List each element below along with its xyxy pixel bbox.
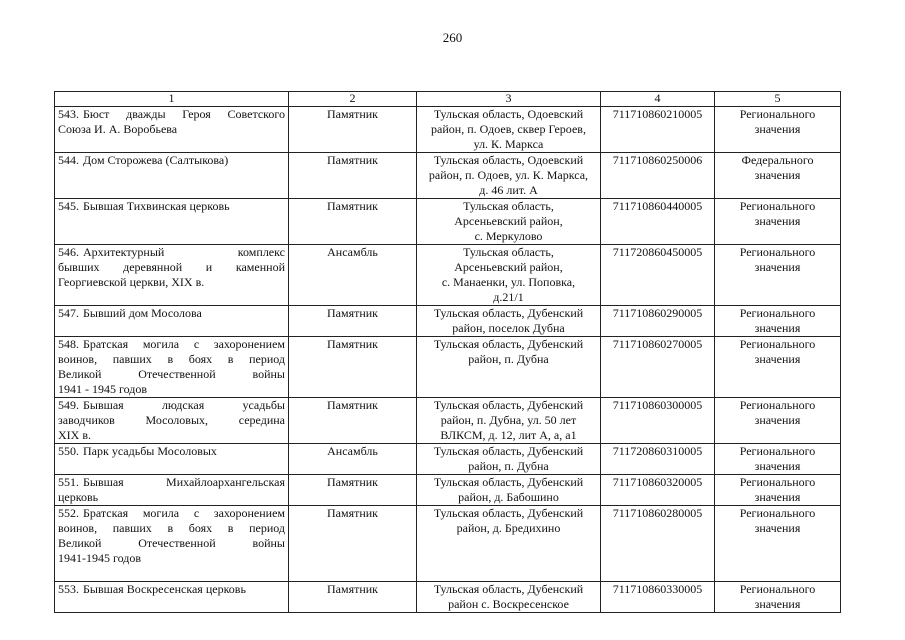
row-number: 544. bbox=[58, 153, 79, 167]
significance-line: Регионального bbox=[739, 107, 816, 121]
table-row bbox=[55, 306, 841, 337]
address-line: район, п. Дубна bbox=[468, 459, 549, 473]
significance-cell bbox=[715, 199, 841, 245]
significance-line: значения bbox=[754, 352, 801, 366]
object-name-line: бывших деревянной и каменной bbox=[58, 260, 285, 274]
object-name-text: Архитектурный комплекс bbox=[83, 245, 285, 259]
registry-code-cell: 711720860310005 bbox=[601, 444, 715, 475]
address-line: Арсеньевский район, bbox=[454, 260, 563, 274]
object-name-first-line bbox=[58, 506, 285, 521]
object-name-text: Дом Сторожева (Салтыкова) bbox=[83, 153, 229, 167]
significance-line: Регионального bbox=[739, 444, 816, 458]
significance-cell bbox=[715, 475, 841, 506]
column-header: 2 bbox=[289, 92, 417, 107]
table-row bbox=[55, 107, 841, 153]
object-name-text: Братская могила с захоронением bbox=[83, 337, 285, 351]
table-row bbox=[55, 475, 841, 506]
address-cell bbox=[417, 107, 601, 153]
significance-cell bbox=[715, 107, 841, 153]
registry-code-cell: 711710860320005 bbox=[601, 475, 715, 506]
object-name-cell bbox=[55, 475, 289, 506]
table-body bbox=[55, 107, 841, 613]
significance-line: Регионального bbox=[739, 506, 816, 520]
object-name-text: Бывший дом Мосолова bbox=[83, 306, 202, 320]
significance-line: значения bbox=[754, 214, 801, 228]
object-type-cell: Памятник bbox=[289, 306, 417, 337]
object-name-line: воинов, павших в боях в период bbox=[58, 352, 285, 366]
object-name-text: Бывшая Тихвинская церковь bbox=[83, 199, 230, 213]
address-cell bbox=[417, 582, 601, 613]
address-line: район, поселок Дубна bbox=[452, 321, 565, 335]
row-number: 548. bbox=[58, 337, 79, 351]
address-line: район, п. Дубна bbox=[468, 352, 549, 366]
object-type-cell: Памятник bbox=[289, 107, 417, 153]
row-number: 543. bbox=[58, 107, 79, 121]
address-cell bbox=[417, 444, 601, 475]
registry-code-cell: 711710860330005 bbox=[601, 582, 715, 613]
address-line: Тульская область, Дубенский bbox=[433, 398, 584, 412]
object-name-cell bbox=[55, 506, 289, 582]
address-line: район с. Воскресенское bbox=[448, 597, 569, 611]
registry-code-cell: 711710860250006 bbox=[601, 153, 715, 199]
object-name-cell bbox=[55, 306, 289, 337]
significance-line: значения bbox=[754, 490, 801, 504]
significance-cell bbox=[715, 245, 841, 306]
significance-line: значения bbox=[754, 597, 801, 611]
object-name-cell bbox=[55, 245, 289, 306]
header-row bbox=[55, 92, 841, 107]
object-name-line: Союза И. А. Воробьева bbox=[58, 122, 178, 136]
address-line: Тульская область, Дубенский bbox=[433, 475, 584, 489]
significance-line: Регионального bbox=[739, 245, 816, 259]
address-line: Арсеньевский район, bbox=[454, 214, 563, 228]
object-name-cell bbox=[55, 199, 289, 245]
object-name-text: Братская могила с захоронением bbox=[83, 506, 285, 520]
address-cell bbox=[417, 245, 601, 306]
row-number: 547. bbox=[58, 306, 79, 320]
object-name-first-line bbox=[58, 306, 285, 321]
address-cell bbox=[417, 398, 601, 444]
object-name-text: Бывшая Михайлоархангельская bbox=[83, 475, 285, 489]
table-row bbox=[55, 398, 841, 444]
object-name-first-line bbox=[58, 337, 285, 352]
object-type-cell: Памятник bbox=[289, 153, 417, 199]
registry-code-cell: 711720860450005 bbox=[601, 245, 715, 306]
object-name-cell bbox=[55, 107, 289, 153]
address-cell bbox=[417, 153, 601, 199]
table-row bbox=[55, 245, 841, 306]
registry-code-cell: 711710860210005 bbox=[601, 107, 715, 153]
table-row bbox=[55, 506, 841, 582]
significance-cell bbox=[715, 398, 841, 444]
object-name-text: Парк усадьбы Мосоловых bbox=[83, 444, 217, 458]
significance-cell bbox=[715, 582, 841, 613]
address-cell bbox=[417, 306, 601, 337]
table-row bbox=[55, 444, 841, 475]
significance-line: Регионального bbox=[739, 337, 816, 351]
table-row bbox=[55, 582, 841, 613]
significance-line: Регионального bbox=[739, 582, 816, 596]
table-row bbox=[55, 153, 841, 199]
object-type-cell: Памятник bbox=[289, 582, 417, 613]
object-name-first-line bbox=[58, 199, 285, 214]
address-line: район, п. Дубна, ул. 50 лет bbox=[440, 413, 577, 427]
significance-line: значения bbox=[754, 459, 801, 473]
address-line: Тульская область, Одоевский bbox=[433, 153, 584, 167]
column-header: 5 bbox=[715, 92, 841, 107]
object-name-first-line bbox=[58, 245, 285, 260]
object-name-text: Бывшая Воскресенская церковь bbox=[83, 582, 246, 596]
significance-cell bbox=[715, 153, 841, 199]
address-line: с. Меркулово bbox=[474, 229, 543, 243]
object-type-cell: Памятник bbox=[289, 475, 417, 506]
address-line: Тульская область, Дубенский bbox=[433, 444, 584, 458]
object-name-line: 1941 - 1945 годов bbox=[58, 382, 148, 396]
object-name-line: Великой Отечественной войны bbox=[58, 367, 285, 381]
object-name-line: XIX в. bbox=[58, 428, 91, 442]
address-line: Тульская область, Одоевский bbox=[433, 107, 584, 121]
row-number: 552. bbox=[58, 506, 79, 520]
column-header: 4 bbox=[601, 92, 715, 107]
address-line: Тульская область, Дубенский bbox=[433, 306, 584, 320]
address-cell bbox=[417, 475, 601, 506]
object-name-line: Георгиевской церкви, XIX в. bbox=[58, 275, 205, 289]
object-name-line: заводчиков Мосоловых, середина bbox=[58, 413, 285, 427]
row-number: 546. bbox=[58, 245, 79, 259]
column-header: 1 bbox=[55, 92, 289, 107]
significance-line: значения bbox=[754, 122, 801, 136]
object-name-text: Бюст дважды Героя Советского bbox=[83, 107, 285, 121]
object-name-cell bbox=[55, 153, 289, 199]
significance-line: Федерального bbox=[741, 153, 814, 167]
page-number: 260 bbox=[442, 30, 463, 45]
address-line: Тульская область, bbox=[463, 199, 554, 213]
registry-code-cell: 711710860300005 bbox=[601, 398, 715, 444]
object-name-line: 1941-1945 годов bbox=[58, 551, 142, 565]
address-line: район, п. Одоев, ул. К. Маркса, bbox=[428, 168, 589, 182]
object-name-text: Бывшая людская усадьбы bbox=[83, 398, 285, 412]
address-line: д. 46 лит. А bbox=[479, 183, 538, 197]
object-name-cell bbox=[55, 444, 289, 475]
significance-line: Регионального bbox=[739, 306, 816, 320]
column-header: 3 bbox=[417, 92, 601, 107]
address-line: ул. К. Маркса bbox=[473, 137, 544, 151]
object-type-cell: Памятник bbox=[289, 337, 417, 398]
object-name-first-line bbox=[58, 444, 285, 459]
significance-cell bbox=[715, 444, 841, 475]
address-line: Тульская область, Дубенский bbox=[433, 582, 584, 596]
object-name-first-line bbox=[58, 475, 285, 490]
significance-line: значения bbox=[754, 321, 801, 335]
object-type-cell: Памятник bbox=[289, 398, 417, 444]
object-name-cell bbox=[55, 337, 289, 398]
significance-line: значения bbox=[754, 168, 801, 182]
table-row bbox=[55, 199, 841, 245]
object-name-first-line bbox=[58, 107, 285, 122]
address-line: Тульская область, bbox=[463, 245, 554, 259]
significance-line: Регионального bbox=[739, 199, 816, 213]
registry-code-cell: 711710860290005 bbox=[601, 306, 715, 337]
registry-code-cell: 711710860440005 bbox=[601, 199, 715, 245]
row-number: 549. bbox=[58, 398, 79, 412]
significance-line: значения bbox=[754, 260, 801, 274]
row-number: 545. bbox=[58, 199, 79, 213]
address-line: Тульская область, Дубенский bbox=[433, 337, 584, 351]
row-number: 551. bbox=[58, 475, 79, 489]
object-type-cell: Памятник bbox=[289, 199, 417, 245]
address-line: район, д. Бабошино bbox=[458, 490, 559, 504]
row-number: 550. bbox=[58, 444, 79, 458]
significance-line: Регионального bbox=[739, 475, 816, 489]
object-name-line: воинов, павших в боях в период bbox=[58, 521, 285, 535]
row-number: 553. bbox=[58, 582, 79, 596]
significance-line: значения bbox=[754, 521, 801, 535]
address-line: район, д. Бредихино bbox=[456, 521, 561, 535]
registry-code-cell: 711710860270005 bbox=[601, 337, 715, 398]
heritage-registry-table bbox=[54, 91, 841, 613]
address-line: с. Манаенки, ул. Поповка, bbox=[441, 275, 576, 289]
object-name-first-line bbox=[58, 398, 285, 413]
significance-line: Регионального bbox=[739, 398, 816, 412]
object-type-cell: Ансамбль bbox=[289, 245, 417, 306]
address-cell bbox=[417, 506, 601, 582]
address-cell bbox=[417, 199, 601, 245]
significance-cell bbox=[715, 306, 841, 337]
object-name-first-line bbox=[58, 153, 285, 168]
table-row bbox=[55, 337, 841, 398]
object-name-cell bbox=[55, 582, 289, 613]
address-line: ВЛКСМ, д. 12, лит А, а, а1 bbox=[440, 428, 577, 442]
address-cell bbox=[417, 337, 601, 398]
object-name-cell bbox=[55, 398, 289, 444]
address-line: район, п. Одоев, сквер Героев, bbox=[431, 122, 586, 136]
registry-code-cell: 711710860280005 bbox=[601, 506, 715, 582]
address-line: Тульская область, Дубенский bbox=[433, 506, 584, 520]
object-type-cell: Ансамбль bbox=[289, 444, 417, 475]
address-line: д.21/1 bbox=[493, 290, 524, 304]
object-name-line: Великой Отечественной войны bbox=[58, 536, 285, 550]
significance-cell bbox=[715, 506, 841, 582]
object-name-line: церковь bbox=[58, 490, 99, 504]
object-name-first-line bbox=[58, 582, 285, 597]
significance-line: значения bbox=[754, 413, 801, 427]
significance-cell bbox=[715, 337, 841, 398]
object-type-cell: Памятник bbox=[289, 506, 417, 582]
